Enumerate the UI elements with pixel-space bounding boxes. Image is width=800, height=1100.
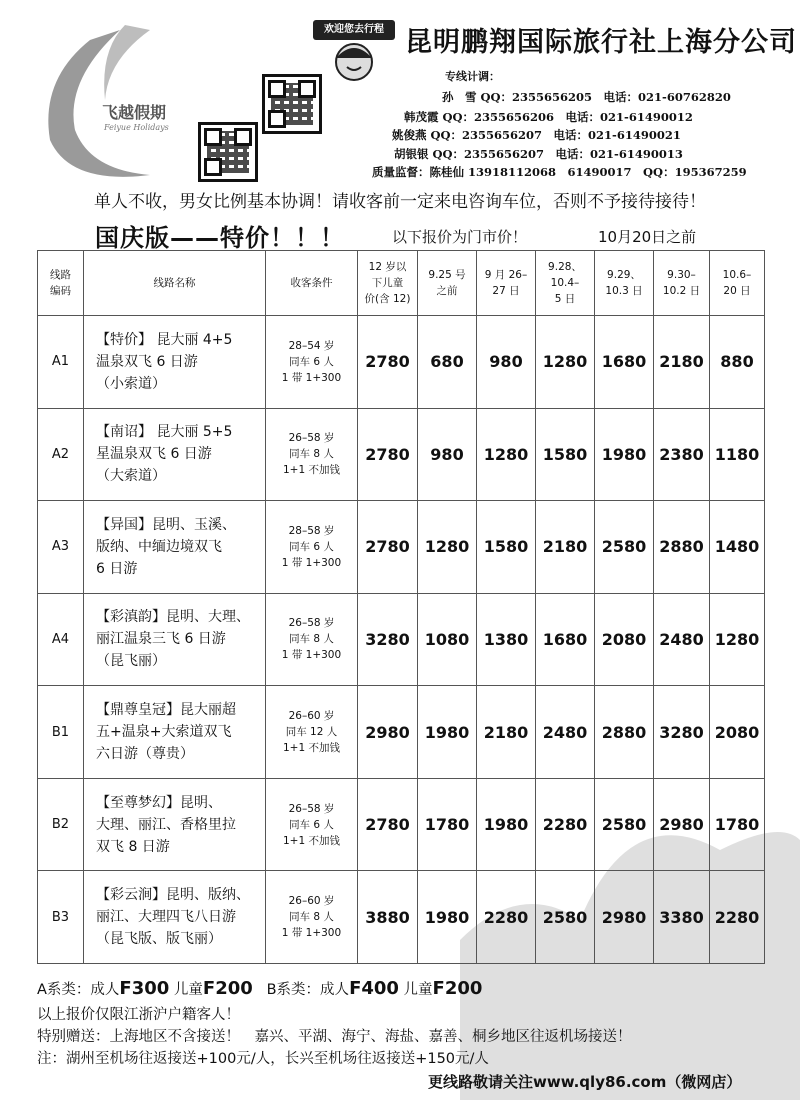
condition-line: 26–60 岁 (288, 710, 335, 723)
table-header-row (38, 251, 765, 316)
contact-line: 胡银银 QQ：2355656207 电话：021-61490013 (394, 147, 683, 161)
column-header (418, 251, 477, 316)
condition-line: 同车 8 人 (289, 911, 334, 924)
price-cell: 2880 (654, 501, 710, 594)
route-name-line: 【南诏】 昆大丽 5+5 (96, 424, 233, 441)
a-series-label: A系类：成人 (37, 982, 120, 998)
route-name-line: 【彩云涧】昆明、版纳、 (96, 887, 250, 904)
quality-supervisor-line: 质量监督：陈桂仙 13918112068 61490017 QQ：195367259 (372, 165, 747, 179)
route-name-line: 版纳、中缅边境双飞 (96, 538, 222, 555)
column-header-line: 线路名称 (153, 277, 196, 289)
column-header (654, 251, 710, 316)
price-cell: 1180 (710, 408, 765, 501)
booking-conditions (266, 316, 358, 409)
price-cell: 2280 (710, 871, 765, 964)
price-cell: 2780 (358, 778, 418, 871)
price-cell: 3380 (654, 871, 710, 964)
price-cell: 1680 (595, 316, 654, 409)
price-cell: 2180 (536, 501, 595, 594)
column-header (536, 251, 595, 316)
booking-conditions (266, 778, 358, 871)
transfer-gift-note: 特别赠送：上海地区不含接送！ 嘉兴、平湖、海宁、海盐、嘉善、桐乡地区往返机场接送！ (37, 1029, 632, 1045)
promo-deadline: 10月20日之前 (598, 228, 697, 246)
price-cell: 1280 (710, 593, 765, 686)
price-cell: 2380 (654, 408, 710, 501)
route-name (84, 871, 266, 964)
route-name-line: 6 日游 (96, 560, 138, 577)
qr-code-icon (198, 122, 258, 182)
contact-line: 韩茂霞 QQ：2355656206 电话：021-61490012 (404, 110, 693, 124)
column-header-line: 编码 (50, 285, 71, 297)
table-row (38, 408, 765, 501)
price-cell: 2080 (710, 686, 765, 779)
transfer-fee-note: 注：湖州至机场往返接送+100元/人，长兴至机场往返接送+150元/人 (37, 1051, 489, 1067)
condition-line: 1+1 不加钱 (283, 834, 340, 847)
column-header-line: 线路 (50, 269, 71, 281)
route-name-line: 【异国】昆明、玉溪、 (96, 516, 236, 533)
table-row (38, 593, 765, 686)
price-cell: 2180 (654, 316, 710, 409)
route-name-line: 星温泉双飞 6 日游 (96, 446, 212, 463)
hotline-label: 专线计调： (445, 70, 500, 83)
column-header-line: 5 日 (554, 293, 576, 305)
condition-line: 1 带 1+300 (281, 927, 342, 940)
route-name-line: 丽江温泉三飞 6 日游 (96, 631, 226, 648)
table-row (38, 686, 765, 779)
price-cell: 3280 (358, 593, 418, 686)
price-cell: 3880 (358, 871, 418, 964)
column-header-line: 价(含 12) (364, 293, 411, 305)
price-cell: 1480 (710, 501, 765, 594)
column-header-line: 9.25 号 (428, 269, 466, 281)
condition-line: 1+1 不加钱 (283, 742, 340, 755)
price-cell: 2780 (358, 501, 418, 594)
column-header-line: 10.4– (550, 277, 580, 289)
condition-line: 28–58 岁 (288, 524, 335, 537)
route-name-line: 【特价】 昆大丽 4+5 (96, 331, 233, 348)
booking-conditions (266, 593, 358, 686)
price-cell: 2280 (536, 778, 595, 871)
price-cell: 2980 (595, 871, 654, 964)
route-name-line: 五+温泉+大索道双飞 (96, 724, 232, 741)
column-header (84, 251, 266, 316)
condition-line: 28–54 岁 (288, 339, 335, 352)
condition-line: 1 带 1+300 (281, 649, 342, 662)
column-header-line: 9.30– (667, 269, 696, 281)
route-code: B1 (38, 686, 84, 779)
price-cell: 1980 (595, 408, 654, 501)
qr-code-icon (262, 74, 322, 134)
price-cell: 1680 (536, 593, 595, 686)
booking-notice: 单人不收，男女比例基本协调！请收客前一定来电咨询车位，否则不予接待接待！ (94, 192, 706, 212)
route-name-line: 【鼎尊皇冠】昆大丽超 (96, 702, 236, 719)
route-name (84, 501, 266, 594)
price-cell: 1980 (477, 778, 536, 871)
route-name-line: （小索道） (96, 375, 166, 392)
column-header-line: 10.6– (722, 269, 752, 281)
price-cell: 1280 (477, 408, 536, 501)
price-table (37, 250, 765, 964)
condition-line: 26–58 岁 (288, 802, 335, 815)
route-name-line: 丽江、大理四飞八日游 (96, 909, 236, 926)
logo-text: 飞越假期 (102, 103, 167, 122)
route-code: B3 (38, 871, 84, 964)
condition-line: 同车 8 人 (289, 633, 334, 646)
price-cell: 2580 (595, 778, 654, 871)
price-cell: 1280 (418, 501, 477, 594)
condition-line: 同车 6 人 (289, 818, 334, 831)
price-cell: 2780 (358, 316, 418, 409)
table-row (38, 871, 765, 964)
route-code: A1 (38, 316, 84, 409)
price-cell: 2080 (595, 593, 654, 686)
route-name-line: 温泉双飞 6 日游 (96, 353, 198, 370)
route-name-line: 【至尊梦幻】昆明、 (96, 794, 222, 811)
company-name: 昆明鹏翔国际旅行社上海分公司 (405, 27, 797, 58)
price-cell: 2580 (536, 871, 595, 964)
badge-text: 欢迎您去行程 (313, 20, 395, 40)
price-cell: 1580 (536, 408, 595, 501)
price-cell: 2280 (477, 871, 536, 964)
promo-subtitle: 以下报价为门市价！ (392, 228, 528, 246)
feiyue-logo (30, 20, 205, 190)
price-cell: 1080 (418, 593, 477, 686)
column-header-line: 收客条件 (290, 277, 333, 289)
column-header (266, 251, 358, 316)
column-header-line: 9 月 26– (484, 269, 528, 281)
route-name-line: 六日游（尊贵） (96, 746, 194, 763)
promo-title: 国庆版——特价！！！ (95, 224, 345, 252)
column-header (38, 251, 84, 316)
price-cell: 680 (418, 316, 477, 409)
route-name (84, 316, 266, 409)
route-name-line: 双飞 8 日游 (96, 838, 170, 855)
condition-line: 同车 6 人 (289, 540, 334, 553)
route-name (84, 686, 266, 779)
column-header-line: 之前 (436, 285, 458, 297)
column-header (710, 251, 765, 316)
condition-line: 同车 8 人 (289, 448, 334, 461)
route-name-line: 大理、丽江、香格里拉 (96, 816, 236, 833)
column-header-line: 12 岁以 (368, 261, 407, 273)
booking-conditions (266, 686, 358, 779)
route-code: B2 (38, 778, 84, 871)
contact-line: 孙 雪 QQ：2355656205 电话：021-60762820 (442, 90, 731, 104)
price-cell: 1780 (418, 778, 477, 871)
price-cell: 2180 (477, 686, 536, 779)
b-child-fare: F200 (432, 978, 483, 999)
logo-subtext: Feiyue Holidays (104, 123, 169, 132)
contact-line: 姚俊燕 QQ：2355656207 电话：021-61490021 (392, 128, 681, 142)
table-row (38, 501, 765, 594)
a-child-label: 儿童 (173, 982, 203, 998)
column-header-line: 下儿童 (371, 277, 404, 289)
condition-line: 同车 12 人 (285, 726, 338, 739)
route-code: A3 (38, 501, 84, 594)
booking-conditions (266, 408, 358, 501)
route-name-line: （昆飞丽） (96, 653, 166, 670)
condition-line: 26–60 岁 (288, 895, 335, 908)
price-cell: 1280 (536, 316, 595, 409)
condition-line: 同车 6 人 (289, 355, 334, 368)
route-name-line: （昆飞版、版飞丽） (96, 931, 222, 948)
route-name (84, 593, 266, 686)
route-name (84, 778, 266, 871)
column-header-line: 9.28、 (548, 261, 582, 273)
condition-line: 26–58 岁 (288, 432, 335, 445)
column-header-line: 27 日 (492, 285, 520, 297)
price-cell: 1780 (710, 778, 765, 871)
price-cell: 1380 (477, 593, 536, 686)
price-cell: 1580 (477, 501, 536, 594)
route-name (84, 408, 266, 501)
price-cell: 3280 (654, 686, 710, 779)
condition-line: 1+1 不加钱 (283, 464, 340, 477)
column-header-line: 20 日 (723, 285, 751, 297)
booking-conditions (266, 501, 358, 594)
fare-line (37, 978, 482, 999)
route-name-line: （大索道） (96, 468, 166, 485)
price-cell: 1980 (418, 686, 477, 779)
b-series-label: B系类：成人 (266, 982, 350, 998)
column-header-line: 10.2 日 (662, 285, 701, 297)
price-cell: 1980 (418, 871, 477, 964)
column-header (477, 251, 536, 316)
price-cell: 2980 (358, 686, 418, 779)
price-cell: 2480 (654, 593, 710, 686)
condition-line: 1 带 1+300 (281, 371, 342, 384)
a-adult-fare: F300 (119, 978, 170, 999)
price-cell: 2880 (595, 686, 654, 779)
column-header-line: 10.3 日 (605, 285, 643, 297)
price-cell: 2580 (595, 501, 654, 594)
price-cell: 2980 (654, 778, 710, 871)
price-cell: 2480 (536, 686, 595, 779)
b-child-label: 儿童 (403, 982, 433, 998)
b-adult-fare: F400 (349, 978, 399, 999)
route-code: A4 (38, 593, 84, 686)
column-header (358, 251, 418, 316)
route-code: A2 (38, 408, 84, 501)
website-link[interactable]: 更线路敬请关注www.qly86.com（微网店） (428, 1073, 742, 1091)
table-row (38, 778, 765, 871)
condition-line: 26–58 岁 (288, 617, 335, 630)
price-cell: 2780 (358, 408, 418, 501)
price-cell: 980 (477, 316, 536, 409)
route-name-line: 【彩滇韵】昆明、大理、 (96, 609, 250, 626)
column-header-line: 9.29、 (607, 269, 641, 281)
booking-conditions (266, 871, 358, 964)
price-cell: 880 (710, 316, 765, 409)
region-note: 以上报价仅限江浙沪户籍客人！ (37, 1007, 240, 1023)
a-child-fare: F200 (202, 978, 253, 999)
welcome-badge (313, 20, 395, 82)
condition-line: 1 带 1+300 (281, 556, 342, 569)
table-row (38, 316, 765, 409)
column-header (595, 251, 654, 316)
price-cell: 980 (418, 408, 477, 501)
